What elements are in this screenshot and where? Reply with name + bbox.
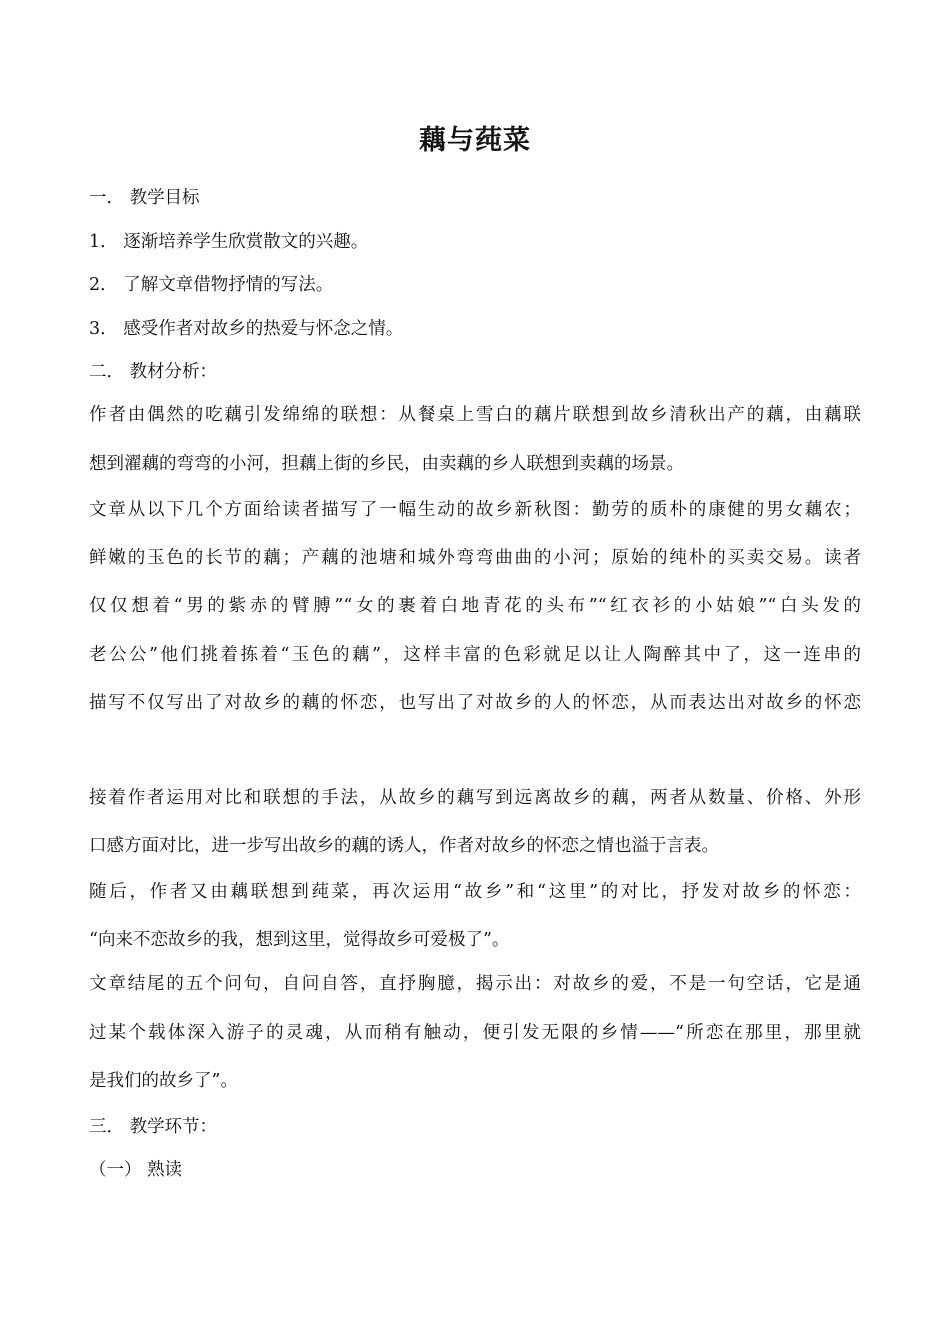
goal-item-1: 1． 逐渐培养学生欣赏散文的兴趣。 (89, 232, 369, 252)
paragraph-line: 仅仅想着“男的紫赤的臂膊”“女的裹着白地青花的头布”“红衣衫的小姑娘”“白头发的 (89, 596, 861, 616)
paragraph-line: 鲜嫩的玉色的长节的藕；产藕的池塘和城外弯弯曲曲的小河；原始的纯朴的买卖交易。读者 (89, 548, 861, 568)
paragraph-line: 文章从以下几个方面给读者描写了一幅生动的故乡新秋图：勤劳的质朴的康健的男女藕农； (89, 500, 861, 520)
paragraph-line: 是我们的故乡了”。 (89, 1071, 238, 1091)
paragraph-line: “向来不恋故乡的我，想到这里，觉得故乡可爱极了”。 (89, 930, 510, 950)
paragraph-line: 想到濯藕的弯弯的小河，担藕上街的乡民，由卖藕的乡人联想到卖藕的场景。 (89, 454, 684, 474)
section-heading-analysis: 二． 教材分析： (89, 362, 218, 382)
paragraph-line: 描写不仅写出了对故乡的藕的怀恋，也写出了对故乡的人的怀恋，从而表达出对故乡的怀恋 (89, 693, 861, 713)
paragraph-line: 接着作者运用对比和联想的手法，从故乡的藕写到远离故乡的藕，两者从数量、价格、外形 (89, 788, 861, 808)
goal-item-3: 3． 感受作者对故乡的热爱与怀念之情。 (89, 319, 404, 339)
paragraph-line: 口感方面对比，进一步写出故乡的藕的诱人，作者对故乡的怀恋之情也溢于言表。 (89, 836, 719, 856)
paragraph-line: 作者由偶然的吃藕引发绵绵的联想：从餐桌上雪白的藕片联想到故乡清秋出产的藕，由藕联 (89, 405, 861, 425)
paragraph-line: 老公公”他们挑着拣着“玉色的藕”，这样丰富的色彩就足以让人陶醉其中了，这一连串的 (89, 645, 861, 665)
document-title: 藕与莼菜 (419, 125, 531, 156)
paragraph-line: 随后，作者又由藕联想到莼菜，再次运用“故乡”和“这里”的对比，抒发对故乡的怀恋： (89, 882, 861, 902)
subsection-heading-reading: （一） 熟读 (89, 1160, 183, 1180)
section-heading-teaching-steps: 三． 教学环节： (89, 1117, 218, 1137)
goal-item-2: 2． 了解文章借物抒情的写法。 (89, 275, 334, 295)
paragraph-line: 过某个载体深入游子的灵魂，从而稍有触动，便引发无限的乡情——“所恋在那里，那里就 (89, 1023, 861, 1043)
section-heading-objectives: 一． 教学目标 (89, 188, 200, 208)
paragraph-line: 文章结尾的五个问句，自问自答，直抒胸臆，揭示出：对故乡的爱，不是一句空话，它是通 (89, 974, 861, 994)
